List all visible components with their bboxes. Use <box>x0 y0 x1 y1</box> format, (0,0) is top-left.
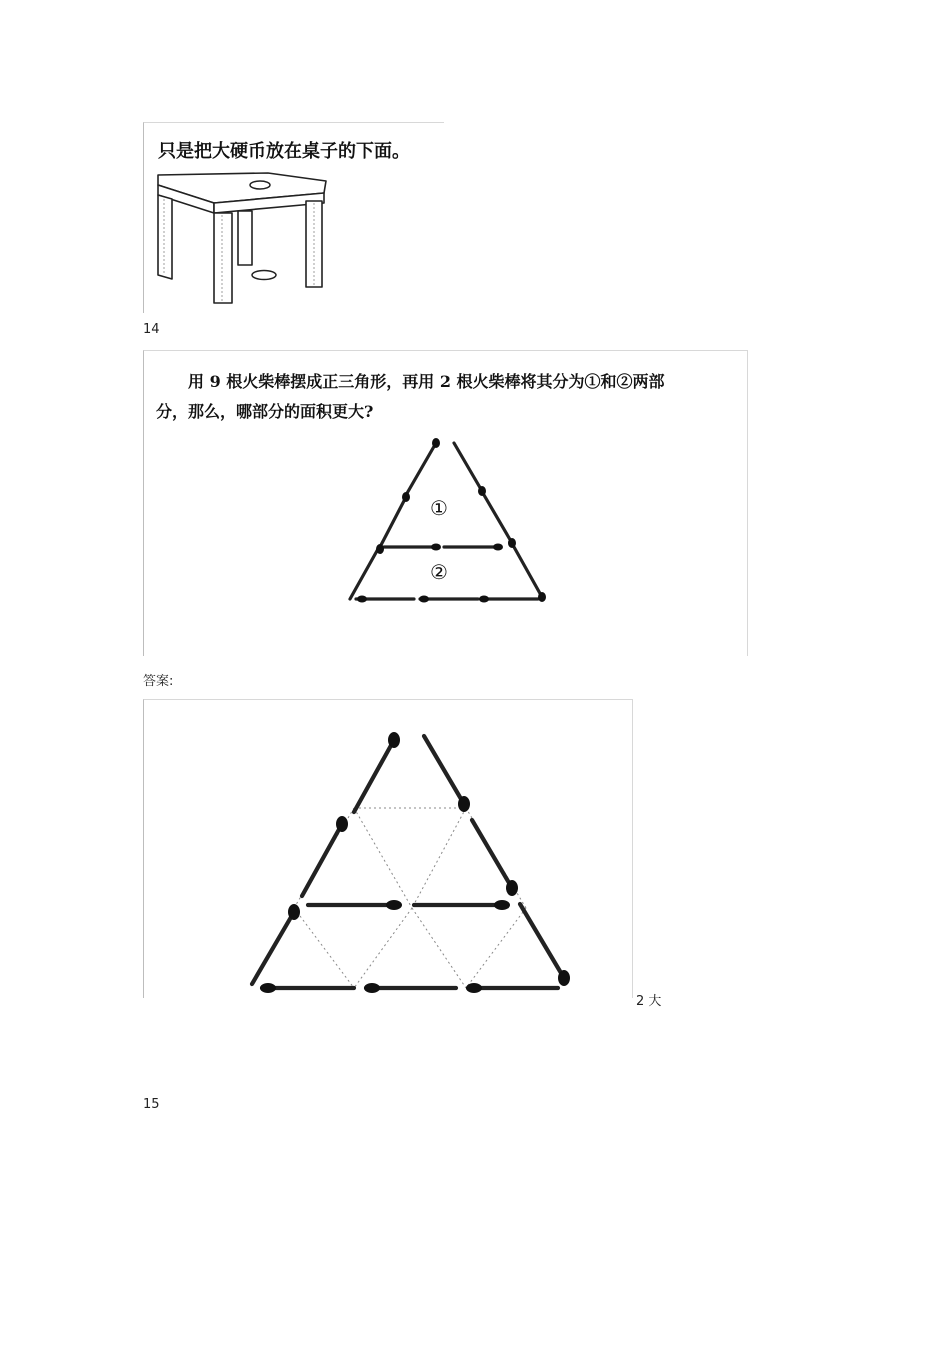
answer-figure <box>143 699 633 998</box>
problem-number-14: 14 <box>143 322 160 337</box>
large-coin <box>252 271 276 280</box>
answer-result: 2 大 <box>636 994 662 1009</box>
small-coin <box>250 181 270 189</box>
table-figure-caption: 只是把大硬币放在桌子的下面。 <box>158 141 410 162</box>
problem-number-15: 15 <box>143 1097 160 1112</box>
table-coin-figure <box>143 122 444 313</box>
table-illustration <box>144 123 444 313</box>
region-1-label: ① <box>430 496 448 520</box>
problem14-text-line1: 用 9 根火柴棒摆成正三角形，再用 2 根火柴棒将其分为①和②两部 <box>188 372 665 391</box>
answer-label: 答案: <box>143 674 174 689</box>
region-2-label: ② <box>430 560 448 584</box>
answer-matchstick-triangle <box>144 700 632 998</box>
problem14-text-line2: 分，那么，哪部分的面积更大? <box>156 402 374 421</box>
problem14-figure <box>143 350 748 656</box>
